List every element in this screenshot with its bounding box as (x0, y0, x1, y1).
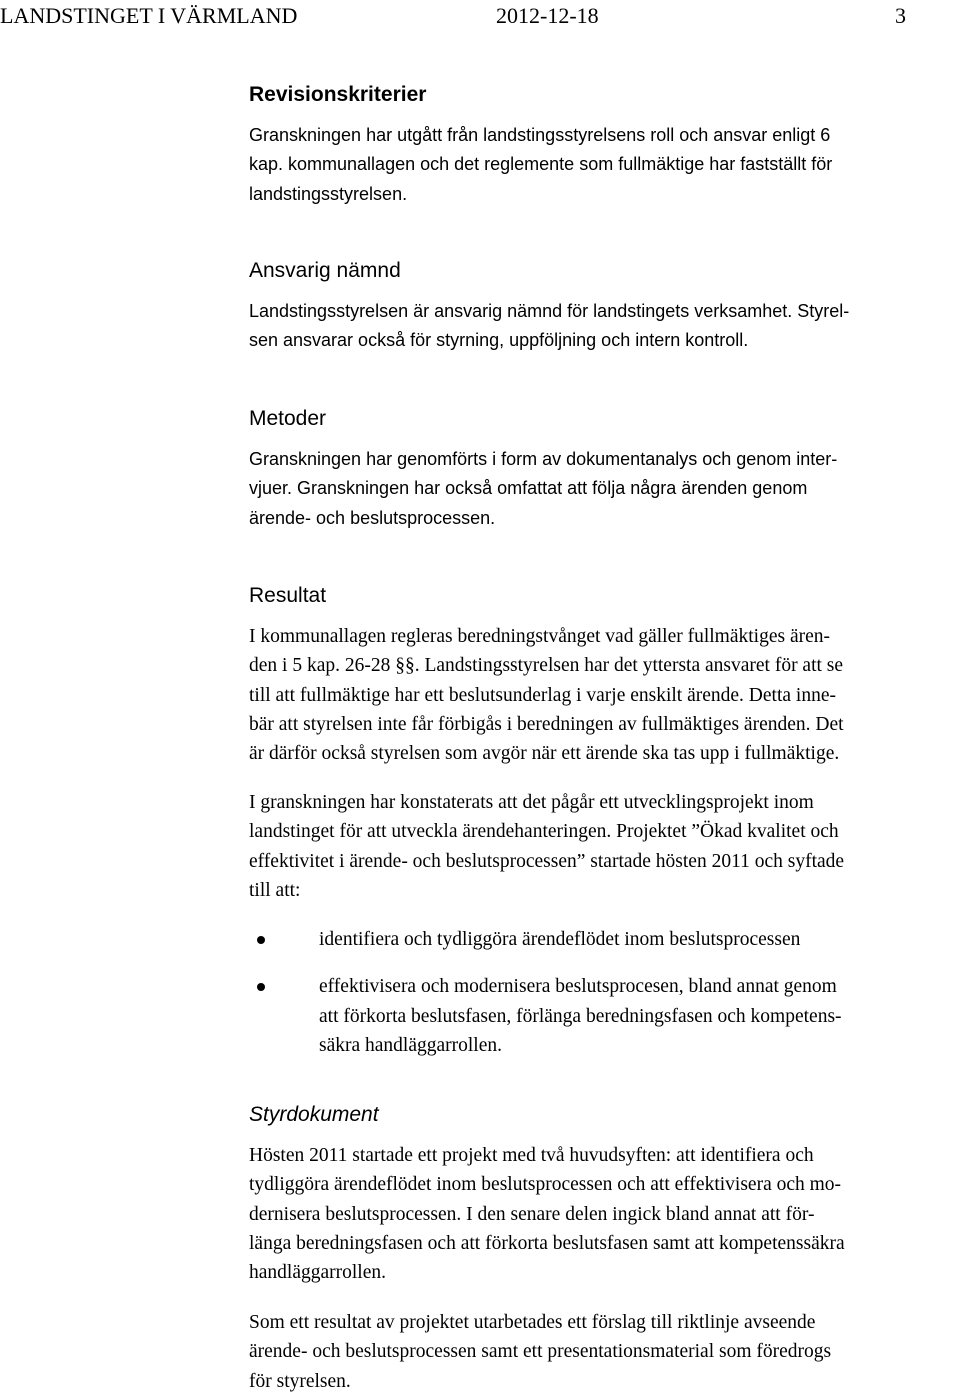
text-line: vjuer. Granskningen har också omfattat att följa några ärenden genom (249, 478, 808, 499)
text-line: bär att styrelsen inte får förbigås i beredningen av fullmäktiges ärenden. Det (249, 713, 844, 735)
page-number: 3 (895, 3, 906, 28)
text-line: landstinget för att utveckla ärendehanteringen. Projektet ”Ökad kvalitet och (249, 821, 839, 843)
section-metoder (249, 404, 957, 533)
list-item (249, 972, 957, 1060)
text-line: till att: (249, 879, 301, 901)
text-line: för styrelsen. (249, 1370, 351, 1392)
text-line: till att fullmäktige har ett beslutsunderlag i varje enskilt ärende. Detta inne- (249, 684, 836, 706)
bullet-dot-icon (257, 936, 265, 944)
text-line: ärende- och beslutsprocessen samt ett presentationsmaterial som föredrogs (249, 1341, 832, 1363)
text-line: I granskningen har konstaterats att det pågår ett utvecklingsprojekt inom (249, 792, 814, 813)
page-header (0, 2, 960, 30)
paragraph-projektresultat (249, 1308, 957, 1396)
text-line: att förkorta beslutsfasen, förlänga beredningsfasen och kompetens- (319, 1005, 842, 1027)
text-line: Landstingsstyrelsen är ansvarig nämnd för landstingets verksamhet. Styrel- (249, 301, 850, 321)
list-item (249, 925, 957, 954)
section-ansvarig-namnd (249, 256, 957, 356)
text-line: den i 5 kap. 26-28 §§. Landstingsstyrelsen har det yttersta ansvaret för att se (249, 655, 844, 677)
section-resultat (249, 581, 957, 768)
paragraph-resultat (249, 622, 957, 768)
text-line: Granskningen har genomförts i form av dokumentanalys och genom inter- (249, 449, 838, 469)
text-line: säkra handläggarrollen. (319, 1034, 503, 1056)
text-line: I kommunallagen regleras beredningstvånget vad gäller fullmäktiges ären- (249, 626, 830, 647)
bullet-list (249, 925, 957, 1060)
text-line: kap. kommunallagen och det reglemente som fullmäktige har fastställt för (249, 154, 833, 175)
paragraph-ansvarig-namnd (249, 297, 957, 356)
text-line: är därför också styrelsen som avgör när ett ärende ska tas upp i fullmäktige. (249, 743, 840, 765)
heading-metoder: Metoder (249, 407, 327, 430)
paragraph-utvecklingsprojekt (249, 788, 957, 905)
text-line: effektivisera och modernisera beslutsprocesen, bland annat genom (319, 976, 837, 998)
bullet-dot-icon (257, 983, 265, 991)
paragraph-revisionskriterier (249, 121, 957, 209)
text-line: Hösten 2011 startade ett projekt med två huvudsyften: att identifiera och (249, 1145, 814, 1166)
text-line: länga beredningsfasen och att förkorta beslutsfasen samt att kompetenssäkra (249, 1232, 845, 1254)
header-organization: LANDSTINGET I VÄRMLAND (0, 3, 298, 28)
heading-resultat: Resultat (249, 584, 327, 607)
text-line: dernisera beslutsprocessen. I den senare delen ingick bland annat att för- (249, 1203, 815, 1225)
paragraph-styrdokument (249, 1141, 957, 1287)
text-line: landstingsstyrelsen. (249, 183, 408, 204)
text-line: sen ansvarar också för styrning, uppföljning och intern kontroll. (249, 330, 749, 351)
section-styrdokument (249, 1100, 957, 1287)
heading-styrdokument: Styrdokument (249, 1103, 379, 1126)
heading-ansvarig-namnd: Ansvarig nämnd (249, 259, 401, 282)
section-revisionskriterier (249, 80, 957, 209)
paragraph-metoder (249, 445, 957, 533)
text-line: Som ett resultat av projektet utarbetades ett förslag till riktlinje avseende (249, 1312, 816, 1333)
text-line: Granskningen har utgått från landstingsstyrelsens roll och ansvar enligt 6 (249, 125, 831, 145)
text-line: identifiera och tydliggöra ärendeflödet inom beslutsprocessen (319, 929, 801, 950)
heading-revisionskriterier: Revisionskriterier (249, 83, 427, 106)
header-date: 2012-12-18 (496, 3, 599, 28)
text-line: tydliggöra ärendeflödet inom beslutsprocessen och att effektivisera och mo- (249, 1174, 842, 1196)
text-line: effektivitet i ärende- och beslutsprocessen” startade hösten 2011 och syftade (249, 850, 845, 872)
text-line: ärende- och beslutsprocessen. (249, 507, 496, 528)
text-line: handläggarrollen. (249, 1262, 386, 1284)
